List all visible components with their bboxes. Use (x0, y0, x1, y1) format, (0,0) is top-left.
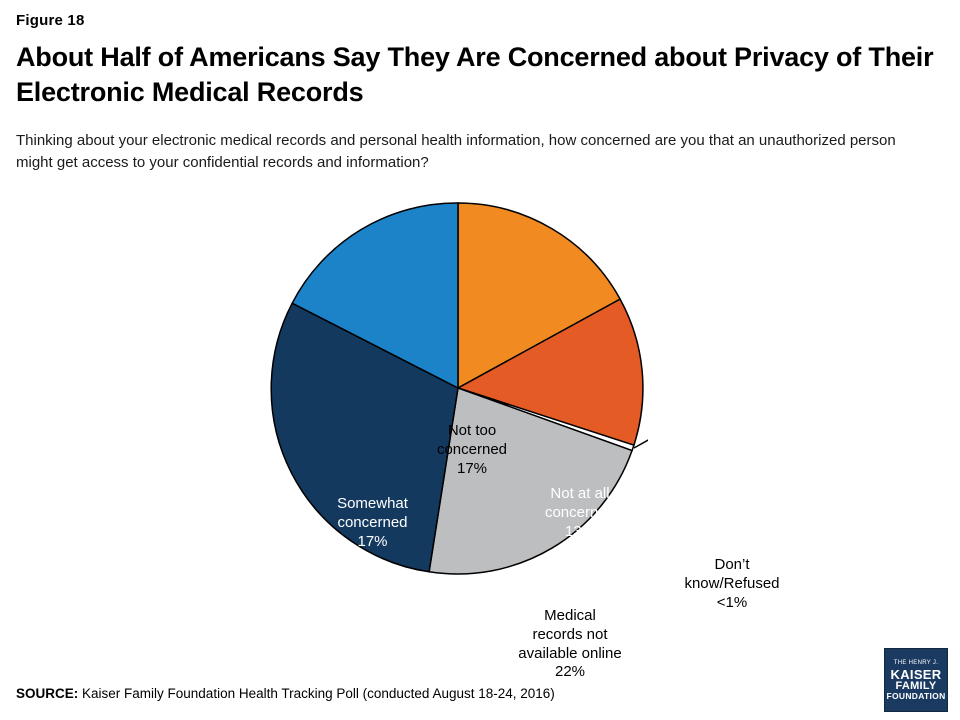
pie-label-dont-know-refused (667, 556, 797, 612)
pie-label-dont-know-value: <1% (716, 593, 748, 611)
pie-label-medical-line3: available online (518, 644, 622, 662)
pie-label-not-at-all-concerned-line2: concerned (544, 503, 616, 521)
pie-label-dont-know-line1: Don’t (714, 556, 750, 573)
pie-chart-svg (268, 198, 648, 578)
logo-line-1: THE HENRY J. (893, 659, 939, 666)
pie-label-somewhat-concerned-line2: concerned (337, 513, 408, 531)
pie-label-medical-line1: Medical (544, 607, 596, 624)
source-text: Kaiser Family Foundation Health Tracking Poll (conducted August 18-24, 2016) (78, 686, 555, 701)
logo-line-4: FOUNDATION (886, 690, 946, 701)
pie-label-medical-value: 22% (554, 663, 586, 681)
page-title: About Half of Americans Say They Are Concerned about Privacy of Their Electronic Medical Records (16, 42, 934, 107)
logo-line-2: KAISER (890, 666, 942, 682)
logo-line-3: FAMILY (895, 679, 937, 692)
pie-label-somewhat-concerned-value: 17% (357, 532, 388, 550)
pie-label-not-at-all-concerned-line1: Not at all (550, 485, 610, 502)
source-prefix: SOURCE: (16, 686, 79, 701)
pie-label-not-too-concerned-line2: concerned (436, 440, 508, 458)
pie-label-not-at-all-concerned-value: 13% (564, 522, 596, 540)
chart-subtitle: Thinking about your electronic medical records and personal health information, how concerned are you that an unauthorized person might get access to your confidential records and information? (16, 132, 896, 171)
figure-label: Figure 18 (16, 12, 85, 29)
kaiser-family-foundation-logo (884, 648, 948, 712)
pie-label-not-too-concerned-value: 17% (456, 459, 488, 477)
pie-label-very-concerned (305, 627, 465, 665)
pie-label-medical-line2: records not (532, 625, 608, 643)
pie-label-very-concerned-line1: Very concerned (332, 627, 438, 644)
pie-label-somewhat-concerned-line1: Somewhat (337, 495, 408, 512)
pie-label-very-concerned-value: 30% (369, 645, 401, 663)
source-note (16, 686, 555, 701)
pie-chart (268, 198, 648, 578)
pie-label-not-too-concerned-line1: Not too (447, 422, 497, 439)
pie-label-medical-records-not-available-online (490, 607, 650, 682)
pie-label-dont-know-line2: know/Refused (684, 574, 780, 592)
